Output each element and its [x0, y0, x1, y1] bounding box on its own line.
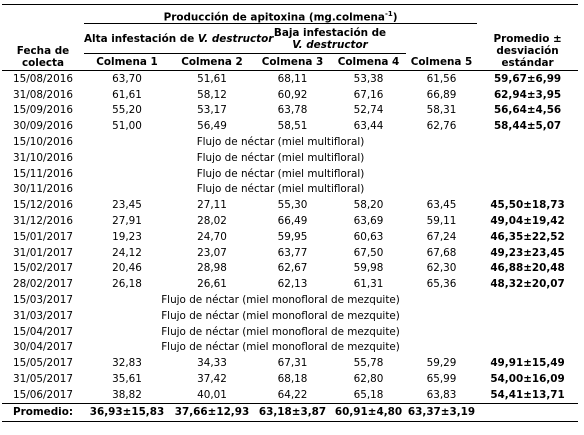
colmena-1-header: Colmena 1 [84, 54, 170, 71]
date-cell: 15/06/2017 [13, 388, 73, 401]
colmena-5-value: 61,56 [406, 71, 477, 87]
colmena-2-value: 28,02 [197, 215, 227, 228]
production-header-text: Producción de apitoxina (mg.colmena [163, 11, 385, 23]
footer-label: Promedio: [2, 403, 84, 421]
summary-cell: 46,88±20,48 [490, 262, 565, 275]
colmena-3-value: 67,31 [277, 357, 308, 370]
summary-cell: 46,35±22,52 [490, 230, 565, 243]
footer-row [2, 403, 578, 421]
date-cell: 15/08/2016 [2, 71, 84, 87]
colmena-1-value: 23,45 [112, 199, 142, 212]
table-row [2, 245, 578, 261]
date-cell: 15/09/2016 [13, 104, 73, 117]
colmena-4-value: 67,16 [353, 88, 384, 101]
summary-header-line1: Promedio ± [493, 33, 562, 45]
colmena-2-header: Colmena 2 [170, 54, 254, 71]
footer-colmena-4: 60,91±4,80 [331, 403, 406, 421]
colmena-4-value: 60,63 [353, 230, 384, 243]
footer-colmena-5: 63,37±3,19 [406, 403, 477, 421]
summary-cell: 49,04±19,42 [490, 215, 565, 228]
summary-header [477, 5, 578, 71]
nectar-flow-note: Flujo de néctar (miel monofloral de mezquite) [161, 325, 400, 338]
colmena-1-value: 24,12 [112, 246, 142, 259]
table-row [2, 292, 578, 308]
summary-cell: 49,91±15,49 [490, 357, 565, 370]
date-header-line2: colecta [21, 57, 65, 69]
colmena-5-value: 65,99 [426, 373, 457, 386]
colmena-2-value: 51,61 [170, 71, 254, 87]
date-cell: 31/03/2017 [13, 309, 73, 322]
table-row [2, 134, 578, 150]
summary-cell: 59,67±6,99 [477, 71, 578, 87]
colmena-1-value: 55,20 [112, 104, 142, 117]
colmena-3-value: 68,18 [277, 373, 308, 386]
colmena-2-value: 27,11 [197, 199, 227, 212]
colmena-5-value: 67,68 [426, 246, 457, 259]
colmena-4-value: 52,74 [353, 104, 384, 117]
table-row [2, 371, 578, 387]
summary-cell [477, 150, 578, 166]
colmena-3-value: 55,30 [277, 199, 308, 212]
summary-cell [477, 340, 578, 356]
table-row [2, 197, 578, 213]
summary-cell: 54,00±16,09 [490, 373, 565, 386]
summary-cell: 56,64±4,56 [493, 104, 562, 117]
date-cell: 28/02/2017 [13, 278, 73, 291]
date-cell: 30/11/2016 [13, 183, 73, 196]
date-cell: 15/12/2016 [13, 199, 73, 212]
nectar-flow-note: Flujo de néctar (miel multifloral) [196, 183, 365, 196]
colmena-4-value: 53,38 [331, 71, 406, 87]
footer-colmena-3: 63,18±3,87 [254, 403, 331, 421]
summary-cell [477, 166, 578, 182]
summary-cell: 58,44±5,07 [493, 120, 562, 133]
production-header-close: ) [392, 11, 398, 23]
date-cell: 31/05/2017 [13, 373, 73, 386]
high-infestation-header [84, 24, 274, 54]
colmena-3-value: 66,49 [277, 215, 308, 228]
date-cell: 15/05/2017 [13, 357, 73, 370]
colmena-4-header: Colmena 4 [331, 54, 406, 71]
colmena-5-value: 59,29 [426, 357, 457, 370]
colmena-2-value: 28,98 [197, 262, 227, 275]
empty-header-cell [406, 24, 477, 54]
footer-colmena-2: 37,66±12,93 [170, 403, 254, 421]
footer-empty [477, 403, 578, 421]
colmena-1-value: 27,91 [112, 215, 142, 228]
colmena-5-value: 63,45 [426, 199, 457, 212]
table-row [2, 355, 578, 371]
colmena-4-value: 62,80 [353, 373, 384, 386]
production-header-sup: -1 [384, 9, 393, 18]
table-row [2, 103, 578, 119]
date-cell: 15/01/2017 [13, 230, 73, 243]
colmena-5-value: 62,76 [426, 120, 457, 133]
footer-colmena-1: 36,93±15,83 [84, 403, 170, 421]
colmena-2-value: 53,17 [197, 104, 227, 117]
colmena-4-value: 63,69 [353, 215, 384, 228]
date-cell: 15/03/2017 [13, 294, 73, 307]
colmena-5-value: 62,30 [426, 262, 457, 275]
production-header [84, 5, 477, 24]
table-row [2, 118, 578, 134]
nectar-flow-note: Flujo de néctar (miel monofloral de mezquite) [161, 309, 400, 322]
colmena-1-value: 51,00 [112, 120, 142, 133]
colmena-1-value: 35,61 [112, 373, 142, 386]
table-row [2, 324, 578, 340]
low-infestation-species: V. destructor [292, 38, 368, 51]
date-header [2, 5, 84, 71]
table-row [2, 261, 578, 277]
table-row [2, 387, 578, 403]
colmena-5-value: 67,24 [426, 230, 457, 243]
nectar-flow-note: Flujo de néctar (miel multifloral) [196, 136, 365, 149]
date-cell: 15/04/2017 [13, 325, 73, 338]
nectar-flow-note: Flujo de néctar (miel monofloral de mezquite) [161, 294, 400, 307]
date-cell: 15/10/2016 [13, 136, 73, 149]
colmena-5-value: 66,89 [426, 88, 457, 101]
colmena-1-value: 20,46 [112, 262, 142, 275]
colmena-4-value: 63,44 [353, 120, 384, 133]
colmena-3-value: 68,11 [254, 71, 331, 87]
table-row [2, 150, 578, 166]
table-row [2, 87, 578, 103]
summary-cell [477, 182, 578, 198]
colmena-4-value: 59,98 [353, 262, 384, 275]
colmena-5-header: Colmena 5 [406, 54, 477, 71]
table-row [2, 308, 578, 324]
table-row [2, 71, 578, 87]
colmena-3-value: 64,22 [277, 388, 308, 401]
table-row [2, 276, 578, 292]
summary-cell [477, 292, 578, 308]
date-cell: 31/12/2016 [13, 215, 73, 228]
colmena-1-value: 38,82 [112, 388, 142, 401]
colmena-3-value: 59,95 [277, 230, 308, 243]
colmena-3-value: 58,51 [277, 120, 308, 133]
colmena-4-value: 61,31 [353, 278, 384, 291]
colmena-3-header: Colmena 3 [254, 54, 331, 71]
summary-cell: 62,94±3,95 [493, 88, 562, 101]
colmena-3-value: 62,67 [277, 262, 308, 275]
apitoxin-table [2, 4, 578, 422]
table-row [2, 229, 578, 245]
colmena-2-value: 24,70 [197, 230, 227, 243]
nectar-flow-note: Flujo de néctar (miel monofloral de mezquite) [161, 341, 400, 354]
colmena-3-value: 62,13 [277, 278, 308, 291]
table-row [2, 213, 578, 229]
colmena-2-value: 34,33 [197, 357, 227, 370]
colmena-1-value: 63,70 [84, 71, 170, 87]
colmena-1-value: 61,61 [112, 88, 142, 101]
colmena-2-value: 56,49 [197, 120, 227, 133]
colmena-4-value: 65,18 [353, 388, 384, 401]
colmena-2-value: 23,07 [197, 246, 227, 259]
colmena-4-value: 58,20 [353, 199, 384, 212]
summary-header-line3: estándar [501, 57, 554, 69]
low-infestation-header [254, 24, 406, 54]
date-cell: 31/01/2017 [13, 246, 73, 259]
summary-cell: 54,41±13,71 [490, 388, 565, 401]
colmena-4-value: 67,50 [353, 246, 384, 259]
date-cell: 15/02/2017 [13, 262, 73, 275]
summary-cell [477, 134, 578, 150]
colmena-2-value: 37,42 [197, 373, 227, 386]
colmena-2-value: 40,01 [197, 388, 227, 401]
table-row [2, 182, 578, 198]
colmena-4-value: 55,78 [353, 357, 384, 370]
high-infestation-species: V. destructor [197, 32, 274, 45]
summary-cell [477, 308, 578, 324]
high-infestation-label: Alta infestación de [84, 32, 198, 45]
date-header-line1: Fecha de [16, 45, 70, 57]
colmena-5-value: 58,31 [426, 104, 457, 117]
date-cell: 15/11/2016 [13, 167, 73, 180]
nectar-flow-note: Flujo de néctar (miel multifloral) [196, 151, 365, 164]
colmena-5-value: 59,11 [426, 215, 457, 228]
colmena-3-value: 63,77 [277, 246, 308, 259]
date-cell: 30/09/2016 [13, 120, 73, 133]
colmena-3-value: 63,78 [277, 104, 308, 117]
colmena-1-value: 19,23 [112, 230, 142, 243]
colmena-2-value: 26,61 [197, 278, 227, 291]
date-cell: 31/10/2016 [13, 151, 73, 164]
summary-cell: 49,23±23,45 [490, 246, 565, 259]
summary-header-line2: desviación [496, 45, 559, 57]
date-cell: 31/08/2016 [13, 88, 73, 101]
summary-cell: 48,32±20,07 [490, 278, 565, 291]
colmena-2-value: 58,12 [197, 88, 227, 101]
low-infestation-label: Baja infestación de [273, 26, 387, 39]
colmena-5-value: 65,36 [426, 278, 457, 291]
colmena-3-value: 60,92 [277, 88, 308, 101]
table-row [2, 340, 578, 356]
table-row [2, 166, 578, 182]
colmena-1-value: 26,18 [112, 278, 142, 291]
summary-cell: 45,50±18,73 [490, 199, 565, 212]
summary-cell [477, 324, 578, 340]
colmena-1-value: 32,83 [112, 357, 142, 370]
date-cell: 30/04/2017 [13, 341, 73, 354]
nectar-flow-note: Flujo de néctar (miel multifloral) [196, 167, 365, 180]
colmena-5-value: 63,83 [426, 388, 457, 401]
